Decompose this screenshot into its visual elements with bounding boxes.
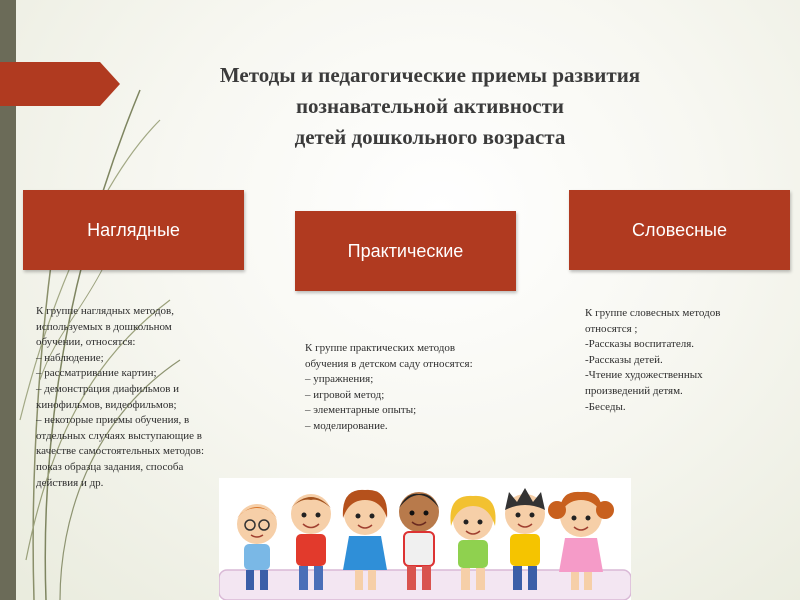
description-line: – игровой метод; <box>305 388 385 401</box>
category-box-practical <box>295 211 516 291</box>
description-line: -Беседы. <box>585 400 626 413</box>
category-label: Наглядные <box>87 219 180 240</box>
description-line: относятся ; <box>585 322 638 335</box>
visual-methods-description <box>36 304 256 491</box>
category-box-verbal <box>569 190 790 270</box>
page-title <box>150 60 710 153</box>
title-line: познавательной активности <box>295 94 565 118</box>
category-label: Практические <box>347 240 464 261</box>
category-box-visual <box>23 190 244 270</box>
category-label: Словесные <box>632 219 727 240</box>
description-line: К группе наглядных методов, <box>36 305 174 317</box>
title-line: Методы и педагогические приемы развития <box>219 63 641 87</box>
description-line: действия и др. <box>36 476 104 489</box>
description-line: – некоторые приемы обучения, в <box>36 414 190 427</box>
description-line: К группе словесных методов <box>585 307 721 319</box>
description-line: – моделирование. <box>305 419 388 432</box>
description-line: – элементарные опыты; <box>305 404 417 417</box>
description-line: отдельных случаях выступающие в <box>36 429 202 442</box>
description-line: – наблюдение; <box>36 351 104 364</box>
practical-methods-description <box>305 341 525 435</box>
description-line: кинофильмов, видеофильмов; <box>36 398 177 411</box>
description-line: – упражнения; <box>305 373 374 386</box>
description-line: – рассматривание картин; <box>36 367 157 380</box>
description-line: обучения в детском саду относятся: <box>305 357 473 370</box>
description-line: качестве самостоятельных методов: <box>36 445 205 458</box>
title-arrow-banner <box>0 62 120 106</box>
description-line: обучении, относятся: <box>36 336 136 349</box>
description-line: – демонстрация диафильмов и <box>36 382 180 395</box>
description-line: произведений детям. <box>585 384 683 397</box>
children-illustration <box>219 478 631 600</box>
description-line: используемых в дошкольном <box>36 320 172 333</box>
description-line: К группе практических методов <box>305 342 456 354</box>
description-line: -Рассказы воспитателя. <box>585 338 695 351</box>
description-line: -Чтение художественных <box>585 369 703 382</box>
title-line: детей дошкольного возраста <box>294 125 566 149</box>
description-line: показ образца задания, способа <box>36 460 184 473</box>
description-line: -Рассказы детей. <box>585 353 663 366</box>
verbal-methods-description <box>585 306 785 415</box>
